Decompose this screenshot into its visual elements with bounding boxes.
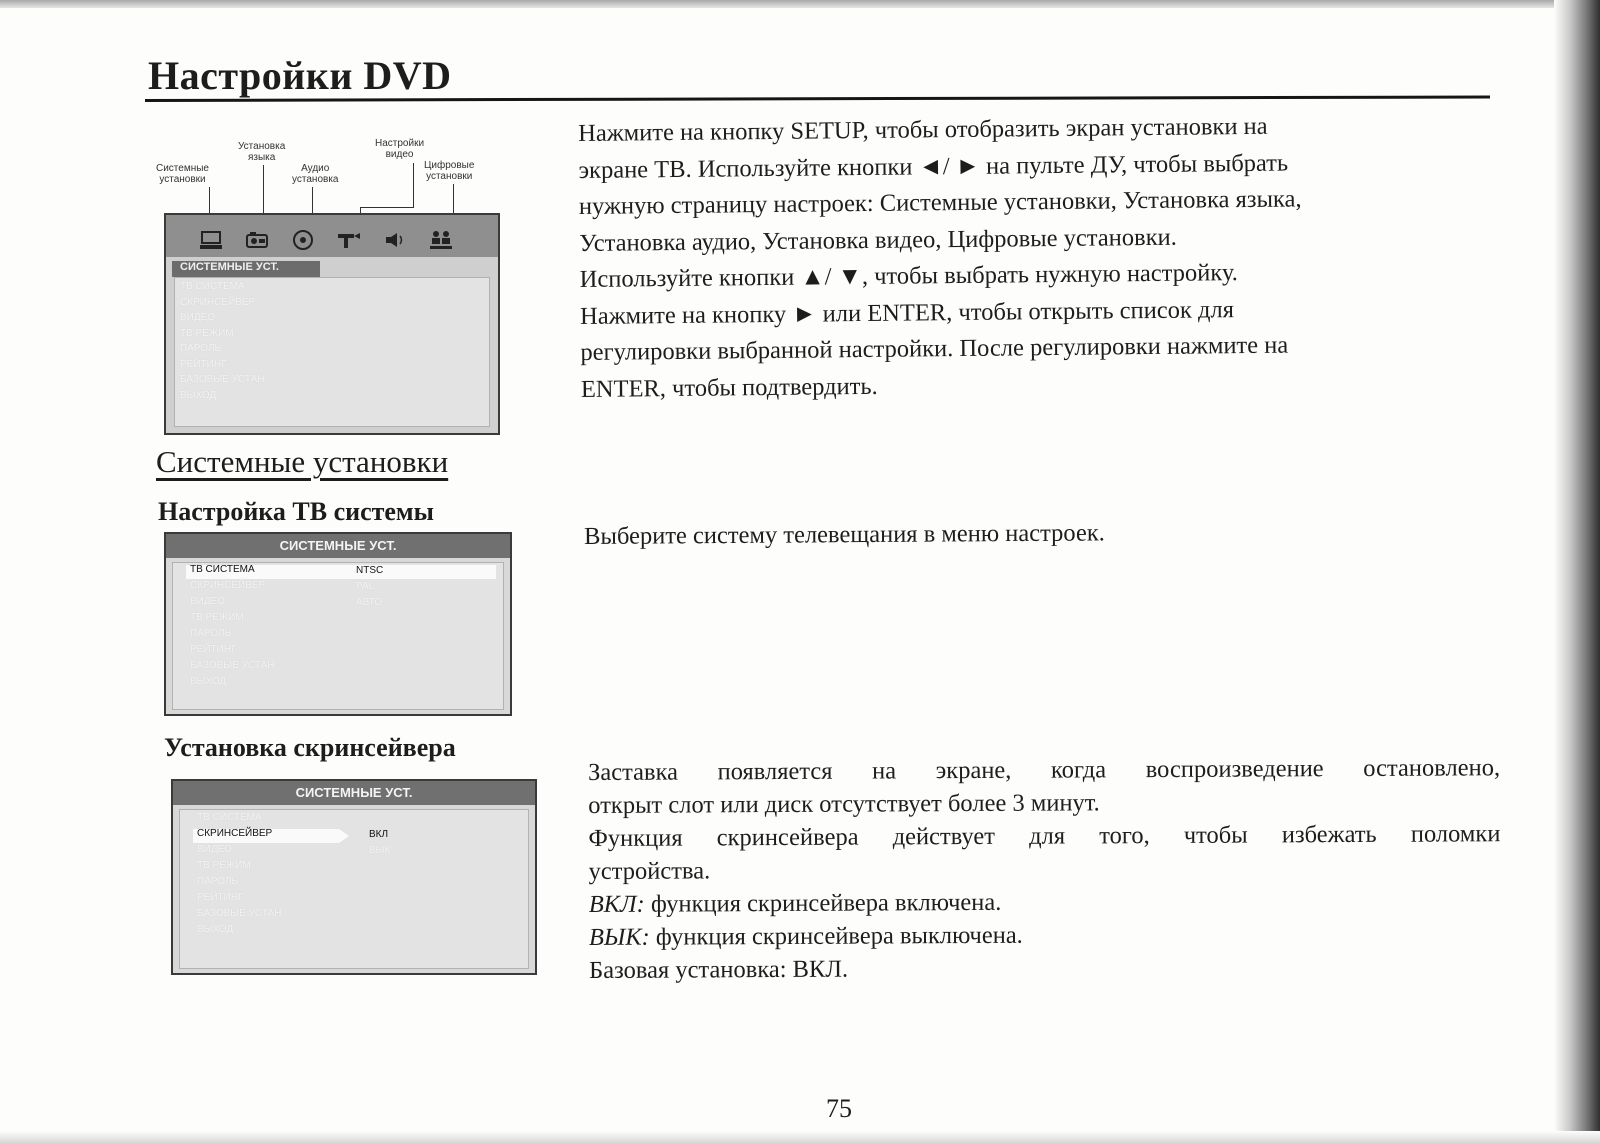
intro-line: Используйте кнопки ▲/ ▼, чтобы выбрать нужную настройку. bbox=[579, 259, 1238, 293]
screensaver-screen bbox=[171, 779, 537, 975]
tv-system-screen bbox=[164, 532, 512, 716]
off-text: функция скринсейвера выключена. bbox=[649, 921, 1023, 951]
menu-item-password[interactable]: ПАРОЛЬ bbox=[180, 343, 222, 354]
intro-line: регулировки выбранной настройки. После регулировки нажмите на bbox=[580, 331, 1289, 366]
leader-line bbox=[360, 207, 414, 208]
on-label: ВКЛ: bbox=[588, 890, 645, 918]
menu-icon-row bbox=[192, 228, 460, 254]
screensaver-line: Заставка появляется на экране, когда воспроизведение остановлено, bbox=[588, 754, 1501, 786]
menu-item-tv-mode[interactable]: ТВ РЕЖИМ bbox=[180, 327, 234, 339]
menu-item-rating[interactable]: РЕЙТИНГ bbox=[190, 644, 237, 655]
menu-item-password[interactable]: ПАРОЛЬ bbox=[197, 876, 239, 887]
page-title: Настройки DVD bbox=[148, 53, 452, 98]
menu-item-video[interactable]: ВИДЕО bbox=[190, 596, 226, 607]
menu-item-exit[interactable]: ВЫХОД bbox=[180, 389, 217, 401]
menu-item-tv-mode[interactable]: ТВ РЕЖИМ bbox=[197, 860, 251, 871]
label-system-settings bbox=[156, 163, 209, 185]
language-icon[interactable] bbox=[238, 228, 276, 252]
leader-line bbox=[413, 163, 414, 207]
menu-item-tv-system[interactable]: ТВ СИСТЕМА bbox=[190, 564, 255, 575]
label-digital-text: Цифровые установки bbox=[424, 160, 475, 182]
label-digital bbox=[424, 160, 474, 182]
menu-item-screensaver[interactable]: СКРИНСЕЙВЕР bbox=[190, 580, 266, 591]
screensaver-description bbox=[588, 751, 1501, 987]
setup-menu-screen bbox=[164, 213, 500, 435]
menu-item-tv-system[interactable]: ТВ СИСТЕМА bbox=[197, 812, 262, 823]
menu-item-password[interactable]: ПАРОЛЬ bbox=[190, 628, 232, 639]
menu-item-rating[interactable]: РЕЙТИНГ bbox=[180, 358, 227, 370]
menu-item-video[interactable]: ВИДЕО bbox=[197, 844, 233, 855]
menu-items bbox=[190, 564, 510, 692]
scan-top-edge bbox=[0, 0, 1600, 8]
screensaver-line: открыт слот или диск отсутствует более 3 минут. bbox=[588, 789, 1100, 819]
option-on[interactable]: ВКЛ bbox=[369, 829, 389, 840]
intro-line: Установка аудио, Установка видео, Цифровые установки. bbox=[579, 223, 1177, 257]
intro-line: Нажмите на кнопку ► или ENTER, чтобы открыть список для bbox=[579, 295, 1235, 330]
option-pal[interactable]: PAL bbox=[356, 581, 375, 592]
menu-item-rating[interactable]: РЕЙТИНГ bbox=[197, 892, 244, 903]
menu-item-screensaver[interactable]: СКРИНСЕЙВЕР bbox=[197, 828, 273, 839]
menu-item-tv-system[interactable]: ТВ СИСТЕМА bbox=[180, 281, 245, 292]
label-language bbox=[238, 141, 285, 163]
menu-header: СИСТЕМНЫЕ УСТ. bbox=[172, 261, 320, 277]
screensaver-default: Базовая установка: ВКЛ. bbox=[589, 955, 849, 984]
label-audio bbox=[292, 163, 338, 185]
intro-line: ENTER, чтобы подтвердить. bbox=[580, 372, 878, 403]
on-text: функция скринсейвера включена. bbox=[644, 888, 1002, 918]
screensaver-off-line bbox=[589, 916, 1501, 954]
screensaver-heading: Установка скринсейвера bbox=[164, 733, 456, 762]
option-auto[interactable]: АВТО bbox=[356, 597, 383, 608]
label-audio-text: Аудио установка bbox=[292, 163, 339, 185]
screensaver-on-line bbox=[589, 883, 1501, 921]
digital-icon[interactable] bbox=[422, 228, 460, 252]
speaker-icon[interactable] bbox=[376, 228, 414, 252]
label-video-text: Настройки видео bbox=[375, 138, 425, 160]
tv-system-description: Выберите систему телевещания в меню настроек. bbox=[584, 519, 1105, 550]
menu-item-exit[interactable]: ВЫХОД bbox=[197, 924, 234, 935]
menu-header: СИСТЕМНЫЕ УСТ. bbox=[166, 534, 510, 558]
screensaver-line: устройства. bbox=[588, 857, 711, 885]
video-icon[interactable] bbox=[330, 228, 368, 252]
menu-items bbox=[197, 812, 535, 940]
menu-header: СИСТЕМНЫЕ УСТ. bbox=[173, 781, 535, 805]
menu-item-video[interactable]: ВИДЕО bbox=[180, 312, 216, 323]
option-off[interactable]: ВЫК bbox=[369, 845, 391, 856]
section-heading: Системные установки bbox=[156, 444, 449, 479]
menu-item-defaults[interactable]: БАЗОВЫЕ УСТАН bbox=[180, 374, 265, 385]
label-video bbox=[375, 138, 424, 160]
intro-line: нужную страницу настроек: Системные установки, Установка языка, bbox=[578, 185, 1302, 220]
intro-line: экране ТВ. Используйте кнопки ◄/ ► на пульте ДУ, чтобы выбрать bbox=[578, 149, 1289, 184]
menu-item-defaults[interactable]: БАЗОВЫЕ УСТАН bbox=[190, 660, 275, 671]
option-ntsc[interactable]: NTSC bbox=[356, 565, 384, 576]
scan-binding-shadow bbox=[1554, 0, 1600, 1143]
scan-bottom-edge bbox=[0, 1131, 1600, 1143]
menu-item-defaults[interactable]: БАЗОВЫЕ УСТАН bbox=[197, 908, 282, 919]
menu-items bbox=[180, 281, 498, 405]
intro-line: Нажмите на кнопку SETUP, чтобы отобразить экран установки на bbox=[578, 112, 1268, 147]
page-number: 75 bbox=[826, 1094, 852, 1123]
label-system-text: Системные установки bbox=[156, 163, 209, 185]
menu-item-exit[interactable]: ВЫХОД bbox=[190, 676, 227, 687]
tv-system-heading: Настройка ТВ системы bbox=[158, 497, 434, 526]
intro-paragraph bbox=[578, 107, 1481, 408]
audio-disc-icon[interactable] bbox=[284, 228, 322, 252]
label-language-text: Установка языка bbox=[238, 141, 286, 163]
computer-icon[interactable] bbox=[192, 228, 230, 252]
off-label: ВЫК: bbox=[588, 923, 650, 951]
menu-item-screensaver[interactable]: СКРИНСЕЙВЕР bbox=[180, 296, 256, 308]
menu-item-tv-mode[interactable]: ТВ РЕЖИМ bbox=[190, 612, 244, 623]
screensaver-line: Функция скринсейвера действует для того, чтобы избежать поломки bbox=[588, 820, 1501, 852]
